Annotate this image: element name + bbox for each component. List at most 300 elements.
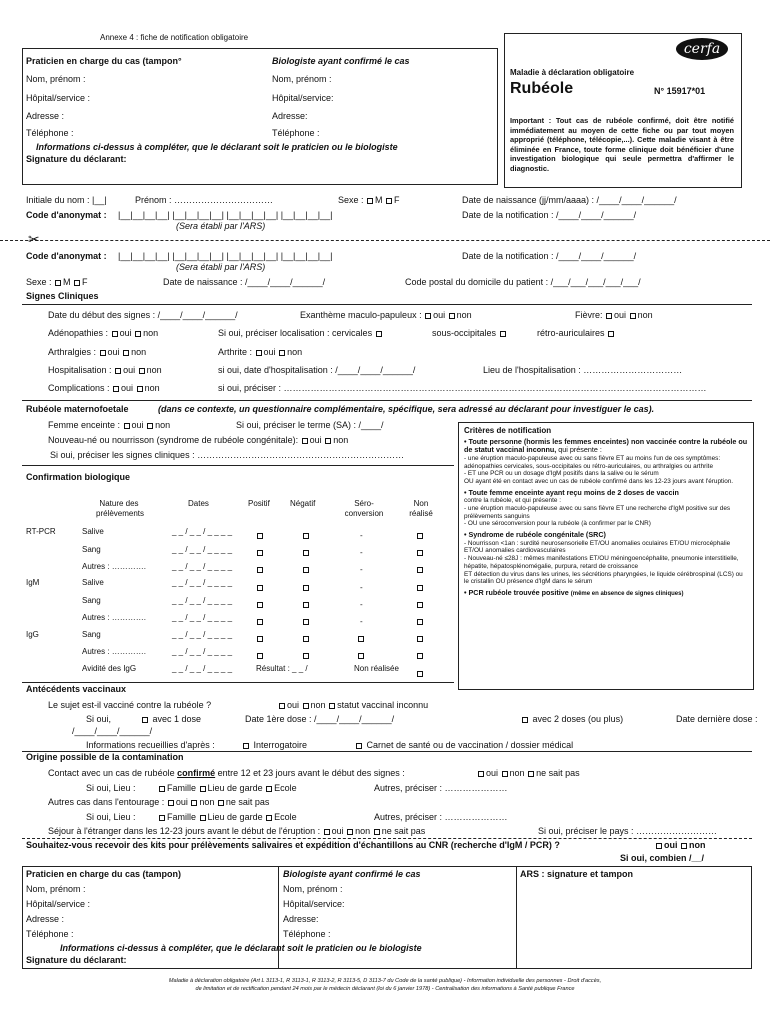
- date-input[interactable]: _ _ / _ _ / _ _ _ _: [172, 545, 233, 554]
- autres-cas-non-checkbox[interactable]: [191, 800, 197, 806]
- contact-nsp-checkbox[interactable]: [528, 771, 534, 777]
- ecole-label: Ecole: [274, 812, 297, 822]
- derniere-dose-field[interactable]: /____/____/______/: [72, 726, 153, 736]
- date-input[interactable]: _ _ / _ _ / _ _ _ _: [172, 630, 233, 639]
- table-row-label: Salive: [82, 527, 104, 536]
- date-input[interactable]: _ _ / _ _ / _ _ _ _: [172, 578, 233, 587]
- criteres-box: [458, 422, 754, 690]
- famille-label: Famille: [167, 783, 197, 793]
- positif-checkbox[interactable]: [257, 619, 263, 625]
- date-input[interactable]: _ _ / _ _ / _ _ _ _: [172, 527, 233, 536]
- deux-doses-label: avec 2 doses (ou plus): [532, 714, 624, 724]
- exantheme-label: Exanthème maculo-papuleux :: [300, 310, 422, 320]
- sejour-non-label: non: [355, 826, 371, 836]
- enceinte-non-label: non: [155, 420, 171, 430]
- date-input[interactable]: _ _ / _ _ / _ _ _ _: [172, 613, 233, 622]
- non-realise-checkbox[interactable]: [417, 636, 423, 642]
- critere-2-lead: • Toute femme enceinte ayant reçu moins de 2 doses de vaccin: [464, 487, 679, 497]
- sejour-label: Séjour à l'étranger dans les 12-23 jours avant le début de l'éruption :: [48, 826, 321, 836]
- arthrite-non-label: non: [287, 347, 303, 357]
- dash: -: [360, 531, 363, 540]
- arthrite-label: Arthrite :: [218, 347, 253, 357]
- cut-line: [0, 240, 770, 241]
- sejour-oui-checkbox[interactable]: [324, 829, 330, 835]
- adenopathies-row: [48, 328, 158, 338]
- avidite-resultat[interactable]: Résultat : _ _ /: [256, 664, 308, 673]
- lieu-hospit-field[interactable]: Lieu de l'hospitalisation : ……………………………: [483, 365, 683, 375]
- contact-oui-checkbox[interactable]: [478, 771, 484, 777]
- confirme-label: confirmé: [177, 768, 216, 778]
- table-row-label: Autres : ………….: [82, 647, 147, 656]
- cerfa-number: N° 15917*01: [654, 86, 706, 96]
- footer-box: [22, 866, 752, 969]
- sous-occipitales-checkbox[interactable]: [500, 331, 506, 337]
- col-non-realise: Non réalisé: [409, 499, 433, 518]
- nouveau-ne-oui-label: oui: [309, 435, 322, 445]
- autres-cas-oui-checkbox[interactable]: [168, 800, 174, 806]
- table-row-label: Salive: [82, 578, 104, 587]
- critere-1-line: - ET une PCR ou un dosage d'IgM positifs dans la salive ou le sérum: [464, 470, 659, 478]
- cut-ars-note: (Sera établi par l'ARS): [176, 262, 266, 272]
- arthrite-oui-checkbox[interactable]: [256, 350, 262, 356]
- hospit-non-label: non: [146, 365, 162, 375]
- non-realise-checkbox[interactable]: [417, 619, 423, 625]
- cut-code-label: Code d'anonymat :: [26, 251, 107, 261]
- legal-line-1: Maladie à déclaration obligatoire (Art L 3113-1, R 3113-1, R 3113-2, R 3113-5, D 3113-7 du Code de la santé publique) - Information individuelle des personnes - Droit d'accès,: [168, 978, 602, 984]
- autres-preciser-field-2[interactable]: Autres, préciser : …………………: [374, 812, 508, 822]
- lieu-options-2: [158, 812, 297, 822]
- ecole-label: Ecole: [274, 783, 297, 793]
- sejour-nsp-label: ne sait pas: [381, 826, 426, 836]
- critere-3-line: ET détection du virus dans les urines, les sécrétions pharyngées, le liquide cérébrospinal (LCS) ou le cristallin OU présence d'IgM dans le sérum: [464, 570, 743, 586]
- non-realise-checkbox[interactable]: [417, 671, 423, 677]
- critere-3-line: - Nourrisson <1an : surdité neurosensorielle ET/OU anomalies oculaires ET/OU microcéphalie ET/OU anomalies cardiovasculaires: [464, 539, 731, 555]
- complications-non-label: non: [144, 383, 160, 393]
- divider: [22, 400, 752, 401]
- kits-answers: [655, 840, 706, 850]
- hospit-non-checkbox[interactable]: [139, 368, 145, 374]
- maternofoetale-subtitle: (dans ce contexte, un questionnaire complémentaire, spécifique, sera adressé au déclarant pour investiguer le cas).: [158, 404, 655, 414]
- autres-cas-label: Autres cas dans l'entourage :: [48, 797, 165, 807]
- contact-oui-label: oui: [486, 768, 499, 778]
- dash: -: [360, 548, 363, 558]
- dash: -: [360, 599, 363, 609]
- table-row-label: Autres : ………….: [82, 562, 147, 571]
- table-row-label: Avidité des IgG: [82, 664, 137, 673]
- retro-label: rétro-auriculaires: [537, 328, 605, 338]
- critere-3-lead: • Syndrome de rubéole congénitale (SRC): [464, 530, 606, 540]
- infos-recueillies-label: Informations recueillies d'après :: [86, 740, 215, 750]
- footer-signature-field[interactable]: Signature du déclarant:: [26, 955, 127, 965]
- positif-checkbox[interactable]: [257, 567, 263, 573]
- lieu-label: Si oui, Lieu :: [86, 783, 136, 793]
- enceinte-oui-checkbox[interactable]: [124, 423, 130, 429]
- col-negatif: Négatif: [290, 499, 316, 508]
- footer-hopital-field[interactable]: Hôpital/service :: [26, 899, 91, 909]
- footer-prat-title: Praticien en charge du cas (tampon): [26, 869, 182, 879]
- positif-column: [256, 527, 265, 665]
- negatif-checkbox[interactable]: [303, 550, 309, 556]
- contact-row: [48, 768, 405, 778]
- kits-oui-label: oui: [664, 840, 678, 850]
- critere-2-line: contre la rubéole, et qui présente :: [464, 497, 561, 505]
- arthralgies-non-checkbox[interactable]: [123, 350, 129, 356]
- negatif-checkbox[interactable]: [303, 619, 309, 625]
- seroconversion-column: [360, 527, 366, 665]
- deux-doses-row: [521, 714, 623, 724]
- non-realise-checkbox[interactable]: [417, 567, 423, 573]
- initiale-field[interactable]: Initiale du nom : |__|: [26, 195, 107, 205]
- praticien-title: Praticien en charge du cas (tampon°: [26, 56, 182, 66]
- debut-signes-field[interactable]: Date du début des signes : /____/____/______/: [48, 310, 238, 320]
- table-row-label: Sang: [82, 630, 101, 639]
- info-note: Informations ci-dessus à compléter, que le déclarant soit le praticien ou le biologiste: [36, 142, 398, 152]
- sous-occipitales-row: [432, 328, 508, 338]
- cerfa-subtitle: Maladie à déclaration obligatoire: [510, 68, 635, 77]
- cut-sexe-f-label: F: [82, 277, 88, 287]
- hospit-oui-label: oui: [123, 365, 136, 375]
- date-input[interactable]: _ _ / _ _ / _ _ _ _: [172, 664, 233, 673]
- negatif-column: [302, 527, 311, 665]
- critere-2-line: - une éruption maculo-papuleuse avec ou sans fièvre ET une recherche d'IgM positive sur des prélèvements sanguins: [464, 505, 731, 520]
- fievre-oui-label: oui: [614, 310, 627, 320]
- interrogatoire-label: Interrogatoire: [253, 740, 308, 750]
- statut-inconnu-checkbox[interactable]: [329, 703, 335, 709]
- kits-non-checkbox[interactable]: [681, 843, 687, 849]
- pays-field[interactable]: Si oui, préciser le pays : ………………………: [538, 826, 718, 836]
- femme-enceinte-label: Femme enceinte :: [48, 420, 121, 430]
- footer-bio-nom-field[interactable]: Nom, prénom :: [283, 884, 343, 894]
- divider: [22, 682, 454, 683]
- col-nature: Nature des prélèvements: [96, 499, 145, 518]
- cut-sexe-f-checkbox[interactable]: [74, 280, 80, 286]
- table-row-label: Sang: [82, 545, 101, 554]
- negatif-checkbox[interactable]: [303, 567, 309, 573]
- footer-bio-hopital-field[interactable]: Hôpital/service:: [283, 899, 345, 909]
- hopital-field[interactable]: Hôpital/service :: [26, 93, 91, 103]
- localisation-row: [218, 328, 384, 338]
- critere-1-line: OU ayant été en contact avec un cas de rubéole confirmé dans les 12-23 jours avant l'éruption.: [464, 478, 734, 485]
- bio-nom-field[interactable]: Nom, prénom :: [272, 74, 332, 84]
- sous-occipitales-label: sous-occipitales: [432, 328, 497, 338]
- critere-4-lead: • PCR rubéole trouvée positive: [464, 587, 569, 597]
- telephone-field[interactable]: Téléphone :: [26, 128, 74, 138]
- exantheme-oui-label: oui: [433, 310, 446, 320]
- retro-row: [537, 328, 616, 338]
- fievre-non-label: non: [637, 310, 653, 320]
- arthralgies-non-label: non: [131, 347, 147, 357]
- divider: [22, 465, 454, 466]
- cut-notification-field[interactable]: Date de la notification : /____/____/______/: [462, 251, 637, 261]
- garde-checkbox[interactable]: [200, 786, 206, 792]
- lieu-label-2: Si oui, Lieu :: [86, 812, 136, 822]
- nouveau-ne-non-label: non: [333, 435, 349, 445]
- adeno-oui-label: oui: [119, 328, 132, 338]
- critere-3-line: - Nouveau-né ≤28J : mêmes manifestations ET/OU méningoencéphalite, pneumonie interstitielle, hépatite, hépatosplénomégalie, purpura, retard de croissance: [464, 555, 739, 570]
- non-realise-checkbox[interactable]: [417, 533, 423, 539]
- famille-checkbox[interactable]: [159, 815, 165, 821]
- complications-label: Complications :: [48, 383, 110, 393]
- carnet-label: Carnet de santé ou de vaccination / dossier médical: [366, 740, 574, 750]
- hospitalisation-row: [48, 365, 162, 375]
- footer-bio-telephone-field[interactable]: Téléphone :: [283, 929, 331, 939]
- carnet-row: [355, 740, 573, 750]
- exantheme-oui-checkbox[interactable]: [425, 313, 431, 319]
- sexe-f-label: F: [394, 195, 400, 205]
- contamination-title: Origine possible de la contamination: [26, 752, 184, 762]
- derniere-dose-label: Date dernière dose :: [676, 714, 758, 724]
- ars-title: ARS : signature et tampon: [520, 869, 634, 879]
- une-dose-row: [141, 714, 201, 724]
- exantheme-non-label: non: [456, 310, 472, 320]
- legal-line-2: de limitation et de rectification pendant 24 mois par le médecin déclarant (loi du 6 janvier 1978) - Centralisation des informations à Santé publique France: [195, 986, 575, 992]
- sexe-f-checkbox[interactable]: [386, 198, 392, 204]
- nouveau-ne-oui-checkbox[interactable]: [302, 438, 308, 444]
- arthralgies-oui-checkbox[interactable]: [100, 350, 106, 356]
- une-dose-checkbox[interactable]: [142, 717, 148, 723]
- footer-bio-adresse-field[interactable]: Adresse:: [283, 914, 319, 924]
- maternofoetale-title: Rubéole maternofoetale: [26, 404, 129, 414]
- autres-preciser-field[interactable]: Autres, préciser : …………………: [374, 783, 508, 793]
- si-oui-label: Si oui,: [86, 714, 112, 724]
- kits-oui-checkbox[interactable]: [656, 843, 662, 849]
- interrogatoire-row: [242, 740, 307, 750]
- footer-adresse-field[interactable]: Adresse :: [26, 914, 65, 924]
- ecole-checkbox[interactable]: [266, 786, 272, 792]
- table-row-label: Sang: [82, 596, 101, 605]
- fievre-label: Fièvre:: [575, 310, 603, 320]
- positif-checkbox[interactable]: [257, 550, 263, 556]
- cut-sexe-m-label: M: [63, 277, 71, 287]
- fievre-row: [575, 310, 653, 320]
- declarant-box: [22, 48, 498, 185]
- complications-oui-checkbox[interactable]: [113, 386, 119, 392]
- femme-enceinte-row: [48, 420, 170, 430]
- date-input[interactable]: _ _ / _ _ / _ _ _ _: [172, 596, 233, 605]
- deux-doses-checkbox[interactable]: [522, 717, 528, 723]
- bio-title: Confirmation biologique: [26, 472, 130, 482]
- cut-sexe-field: [26, 277, 88, 287]
- arthrite-row: [218, 347, 302, 357]
- retro-checkbox[interactable]: [608, 331, 614, 337]
- sejour-row: [48, 826, 425, 836]
- table-row-label: Autres : ………….: [82, 613, 147, 622]
- sejour-oui-label: oui: [331, 826, 344, 836]
- arthralgies-row: [48, 347, 146, 357]
- terme-field[interactable]: Si oui, préciser le terme (SA) : /____/: [236, 420, 384, 430]
- autres-cas-nsp-checkbox[interactable]: [218, 800, 224, 806]
- cut-sexe-m-checkbox[interactable]: [55, 280, 61, 286]
- lieu-options: [158, 783, 297, 793]
- ars-note: (Sera établi par l'ARS): [176, 221, 266, 231]
- vaccin-title: Antécédents vaccinaux: [26, 684, 127, 694]
- garde-label: Lieu de garde: [207, 783, 263, 793]
- kits-non-label: non: [689, 840, 706, 850]
- non-realise-column: [416, 527, 425, 682]
- cut-sexe-label: Sexe :: [26, 277, 52, 287]
- naissance-field[interactable]: Date de naissance (jj/mm/aaaa) : /____/____/______/: [462, 195, 677, 205]
- igg-label: IgG: [26, 630, 39, 639]
- footer-divider: [278, 866, 279, 969]
- sejour-nsp-checkbox[interactable]: [374, 829, 380, 835]
- rtpcr-label: RT-PCR: [26, 527, 56, 536]
- scissors-icon: ✂: [28, 231, 40, 247]
- date-input[interactable]: _ _ / _ _ / _ _ _ _: [172, 647, 233, 656]
- ecole-checkbox[interactable]: [266, 815, 272, 821]
- autres-cas-non-label: non: [199, 797, 215, 807]
- adenopathies-label: Adénopathies :: [48, 328, 109, 338]
- criteres-title: Critères de notification: [464, 426, 552, 435]
- bio-adresse-field[interactable]: Adresse:: [272, 111, 308, 121]
- negatif-checkbox[interactable]: [303, 533, 309, 539]
- important-note: Important : Tout cas de rubéole confirmé, doit être notifié immédiatement au moyen de cette fiche ou par tout moyen approprié (téléphone, télécopie,...). Cette maladie visant à être éliminée en France, toute forme clinique doit bénéficier d'une investigation biologique qui seule permettra d'affirmer le diagnostic.: [510, 116, 734, 173]
- adeno-non-label: non: [143, 328, 159, 338]
- complications-row: [48, 383, 160, 393]
- nouveau-ne-label: Nouveau-né ou nourrisson (syndrome de rubéole congénitale):: [48, 435, 299, 445]
- cut-naissance-field[interactable]: Date de naissance : /____/____/______/: [163, 277, 326, 287]
- hospit-oui-checkbox[interactable]: [115, 368, 121, 374]
- col-seroconversion: Séro-conversion: [344, 499, 384, 518]
- complications-preciser-field[interactable]: si oui, préciser : ……………………………………………………………………………………………………………………………: [218, 383, 707, 393]
- negatif-checkbox[interactable]: [303, 585, 309, 591]
- famille-checkbox[interactable]: [159, 786, 165, 792]
- positif-checkbox[interactable]: [257, 585, 263, 591]
- positif-checkbox[interactable]: [257, 533, 263, 539]
- fievre-non-checkbox[interactable]: [630, 313, 636, 319]
- non-realise-checkbox[interactable]: [417, 653, 423, 659]
- garde-checkbox[interactable]: [200, 815, 206, 821]
- critere-1-line: - une éruption maculo-papuleuse avec ou sans fièvre ET au moins l'un de ces symptômes: adénopathies cervicales, sous-occipitales ou rétro-auriculaires, ou arthralgies ou arthrite: [464, 454, 721, 470]
- carnet-checkbox[interactable]: [356, 743, 362, 749]
- footer-info-note: Informations ci-dessus à compléter, que le déclarant soit le praticien ou le biologiste: [60, 943, 422, 953]
- footer-telephone-field[interactable]: Téléphone :: [26, 929, 74, 939]
- negatif-checkbox[interactable]: [303, 653, 309, 659]
- critere-1-lead: • Toute personne (hormis les femmes enceintes) non vaccinée contre la rubéole ou de statut vaccinal inconnu,: [464, 436, 748, 455]
- sexe-m-label: M: [375, 195, 383, 205]
- seroconversion-checkbox[interactable]: [358, 653, 364, 659]
- signes-cliniques-title: Signes Cliniques: [26, 291, 99, 301]
- adeno-oui-checkbox[interactable]: [112, 331, 118, 337]
- une-dose-label: avec 1 dose: [152, 714, 202, 724]
- garde-label: Lieu de garde: [207, 812, 263, 822]
- cut-code-field[interactable]: |__|__|__|__| |__|__|__|__| |__|__|__|__| |__|__|__|__|: [118, 251, 333, 261]
- non-realise-checkbox[interactable]: [417, 602, 423, 608]
- nom-field[interactable]: Nom, prénom :: [26, 74, 86, 84]
- col-dates: Dates: [188, 499, 209, 508]
- sexe-label: Sexe :: [338, 195, 364, 205]
- disease-title: Rubéole: [510, 80, 574, 97]
- enceinte-non-checkbox[interactable]: [147, 423, 153, 429]
- avidite-non-realisee: Non réalisée: [354, 664, 399, 673]
- arthrite-oui-label: oui: [263, 347, 276, 357]
- arthralgies-oui-label: oui: [107, 347, 120, 357]
- dash: -: [360, 582, 363, 592]
- kits-question: Souhaitez-vous recevoir des kits pour prélèvements salivaires et expédition d'échantillons au CNR (recherche d'IgM / PCR) ?: [26, 840, 560, 850]
- vaccine-question: Le sujet est-il vacciné contre la rubéole ?: [48, 700, 212, 710]
- vaccin-non-checkbox[interactable]: [303, 703, 309, 709]
- complications-non-checkbox[interactable]: [137, 386, 143, 392]
- signature-field[interactable]: Signature du déclarant:: [26, 154, 127, 164]
- date-1-dose-field[interactable]: Date 1ère dose : /____/____/______/: [245, 714, 395, 724]
- nouveau-ne-row: [48, 435, 348, 445]
- date-input[interactable]: _ _ / _ _ / _ _ _ _: [172, 562, 233, 571]
- critere-4-tail: (même en absence de signes cliniques): [570, 590, 684, 597]
- enceinte-oui-label: oui: [131, 420, 144, 430]
- exantheme-non-checkbox[interactable]: [449, 313, 455, 319]
- positif-checkbox[interactable]: [257, 636, 263, 642]
- annex-title: Annexe 4 : fiche de notification obligatoire: [100, 33, 249, 42]
- code-anonymat-label: Code d'anonymat :: [26, 210, 107, 220]
- vaccin-oui-label: oui: [287, 700, 300, 710]
- famille-label: Famille: [167, 812, 197, 822]
- biologiste-title: Biologiste ayant confirmé le cas: [272, 56, 410, 66]
- nouveau-ne-non-checkbox[interactable]: [325, 438, 331, 444]
- prenom-field[interactable]: Prénom : ……………………………: [135, 195, 274, 205]
- divider: [22, 304, 752, 305]
- arthralgies-label: Arthralgies :: [48, 347, 97, 357]
- col-positif: Positif: [248, 499, 270, 508]
- bio-telephone-field[interactable]: Téléphone :: [272, 128, 320, 138]
- positif-checkbox[interactable]: [257, 602, 263, 608]
- exantheme-row: [300, 310, 472, 320]
- statut-inconnu-label: statut vaccinal inconnu: [337, 700, 429, 710]
- interrogatoire-checkbox[interactable]: [243, 743, 249, 749]
- dash: -: [360, 617, 363, 627]
- footer-bio-title: Biologiste ayant confirmé le cas: [283, 869, 421, 879]
- signes-cliniques-field[interactable]: Si oui, préciser les signes cliniques : ……………………………………………………………: [50, 450, 405, 460]
- vaccine-answers: [278, 700, 428, 710]
- arthrite-non-checkbox[interactable]: [279, 350, 285, 356]
- notification-date-field[interactable]: Date de la notification : /____/____/______/: [462, 210, 637, 220]
- localisation-label: Si oui, préciser localisation : cervicales: [218, 328, 373, 338]
- negatif-checkbox[interactable]: [303, 602, 309, 608]
- dash: -: [360, 565, 363, 575]
- fievre-oui-checkbox[interactable]: [606, 313, 612, 319]
- seroconversion-checkbox[interactable]: [358, 636, 364, 642]
- sejour-non-checkbox[interactable]: [347, 829, 353, 835]
- hospitalisation-label: Hospitalisation :: [48, 365, 112, 375]
- contact-non-label: non: [509, 768, 525, 778]
- postal-code-field[interactable]: Code postal du domicile du patient : /___/___/___/___/___/: [405, 277, 641, 287]
- contact-non-checkbox[interactable]: [502, 771, 508, 777]
- non-realise-checkbox[interactable]: [417, 585, 423, 591]
- autres-cas-oui-label: oui: [175, 797, 188, 807]
- code-anonymat-field[interactable]: |__|__|__|__| |__|__|__|__| |__|__|__|__| |__|__|__|__|: [118, 210, 333, 220]
- sexe-field: [338, 195, 400, 205]
- sexe-m-checkbox[interactable]: [367, 198, 373, 204]
- contact-answers: [477, 768, 580, 778]
- footer-nom-field[interactable]: Nom, prénom :: [26, 884, 86, 894]
- critere-1-tail: qui présente :: [558, 445, 602, 455]
- positif-checkbox[interactable]: [257, 653, 263, 659]
- adeno-non-checkbox[interactable]: [135, 331, 141, 337]
- contact-nsp-label: ne sait pas: [536, 768, 580, 778]
- critere-2-line: - OU une séroconversion pour la rubéole (à confirmer par le CNR): [464, 520, 651, 528]
- adresse-field[interactable]: Adresse :: [26, 111, 65, 121]
- cervicales-checkbox[interactable]: [376, 331, 382, 337]
- vaccin-oui-checkbox[interactable]: [279, 703, 285, 709]
- kits-combien-field[interactable]: Si oui, combien /__/: [620, 853, 705, 863]
- cerfa-logo: cerfa: [676, 38, 728, 60]
- autres-cas-row: [48, 797, 269, 807]
- bio-hopital-field[interactable]: Hôpital/service:: [272, 93, 334, 103]
- contact-label: Contact avec un cas de rubéole: [48, 768, 175, 778]
- negatif-checkbox[interactable]: [303, 636, 309, 642]
- non-realise-checkbox[interactable]: [417, 550, 423, 556]
- footer-divider: [516, 866, 517, 969]
- complications-oui-label: oui: [121, 383, 134, 393]
- date-hospit-field[interactable]: si oui, date d'hospitalisation : /____/____/______/: [218, 365, 416, 375]
